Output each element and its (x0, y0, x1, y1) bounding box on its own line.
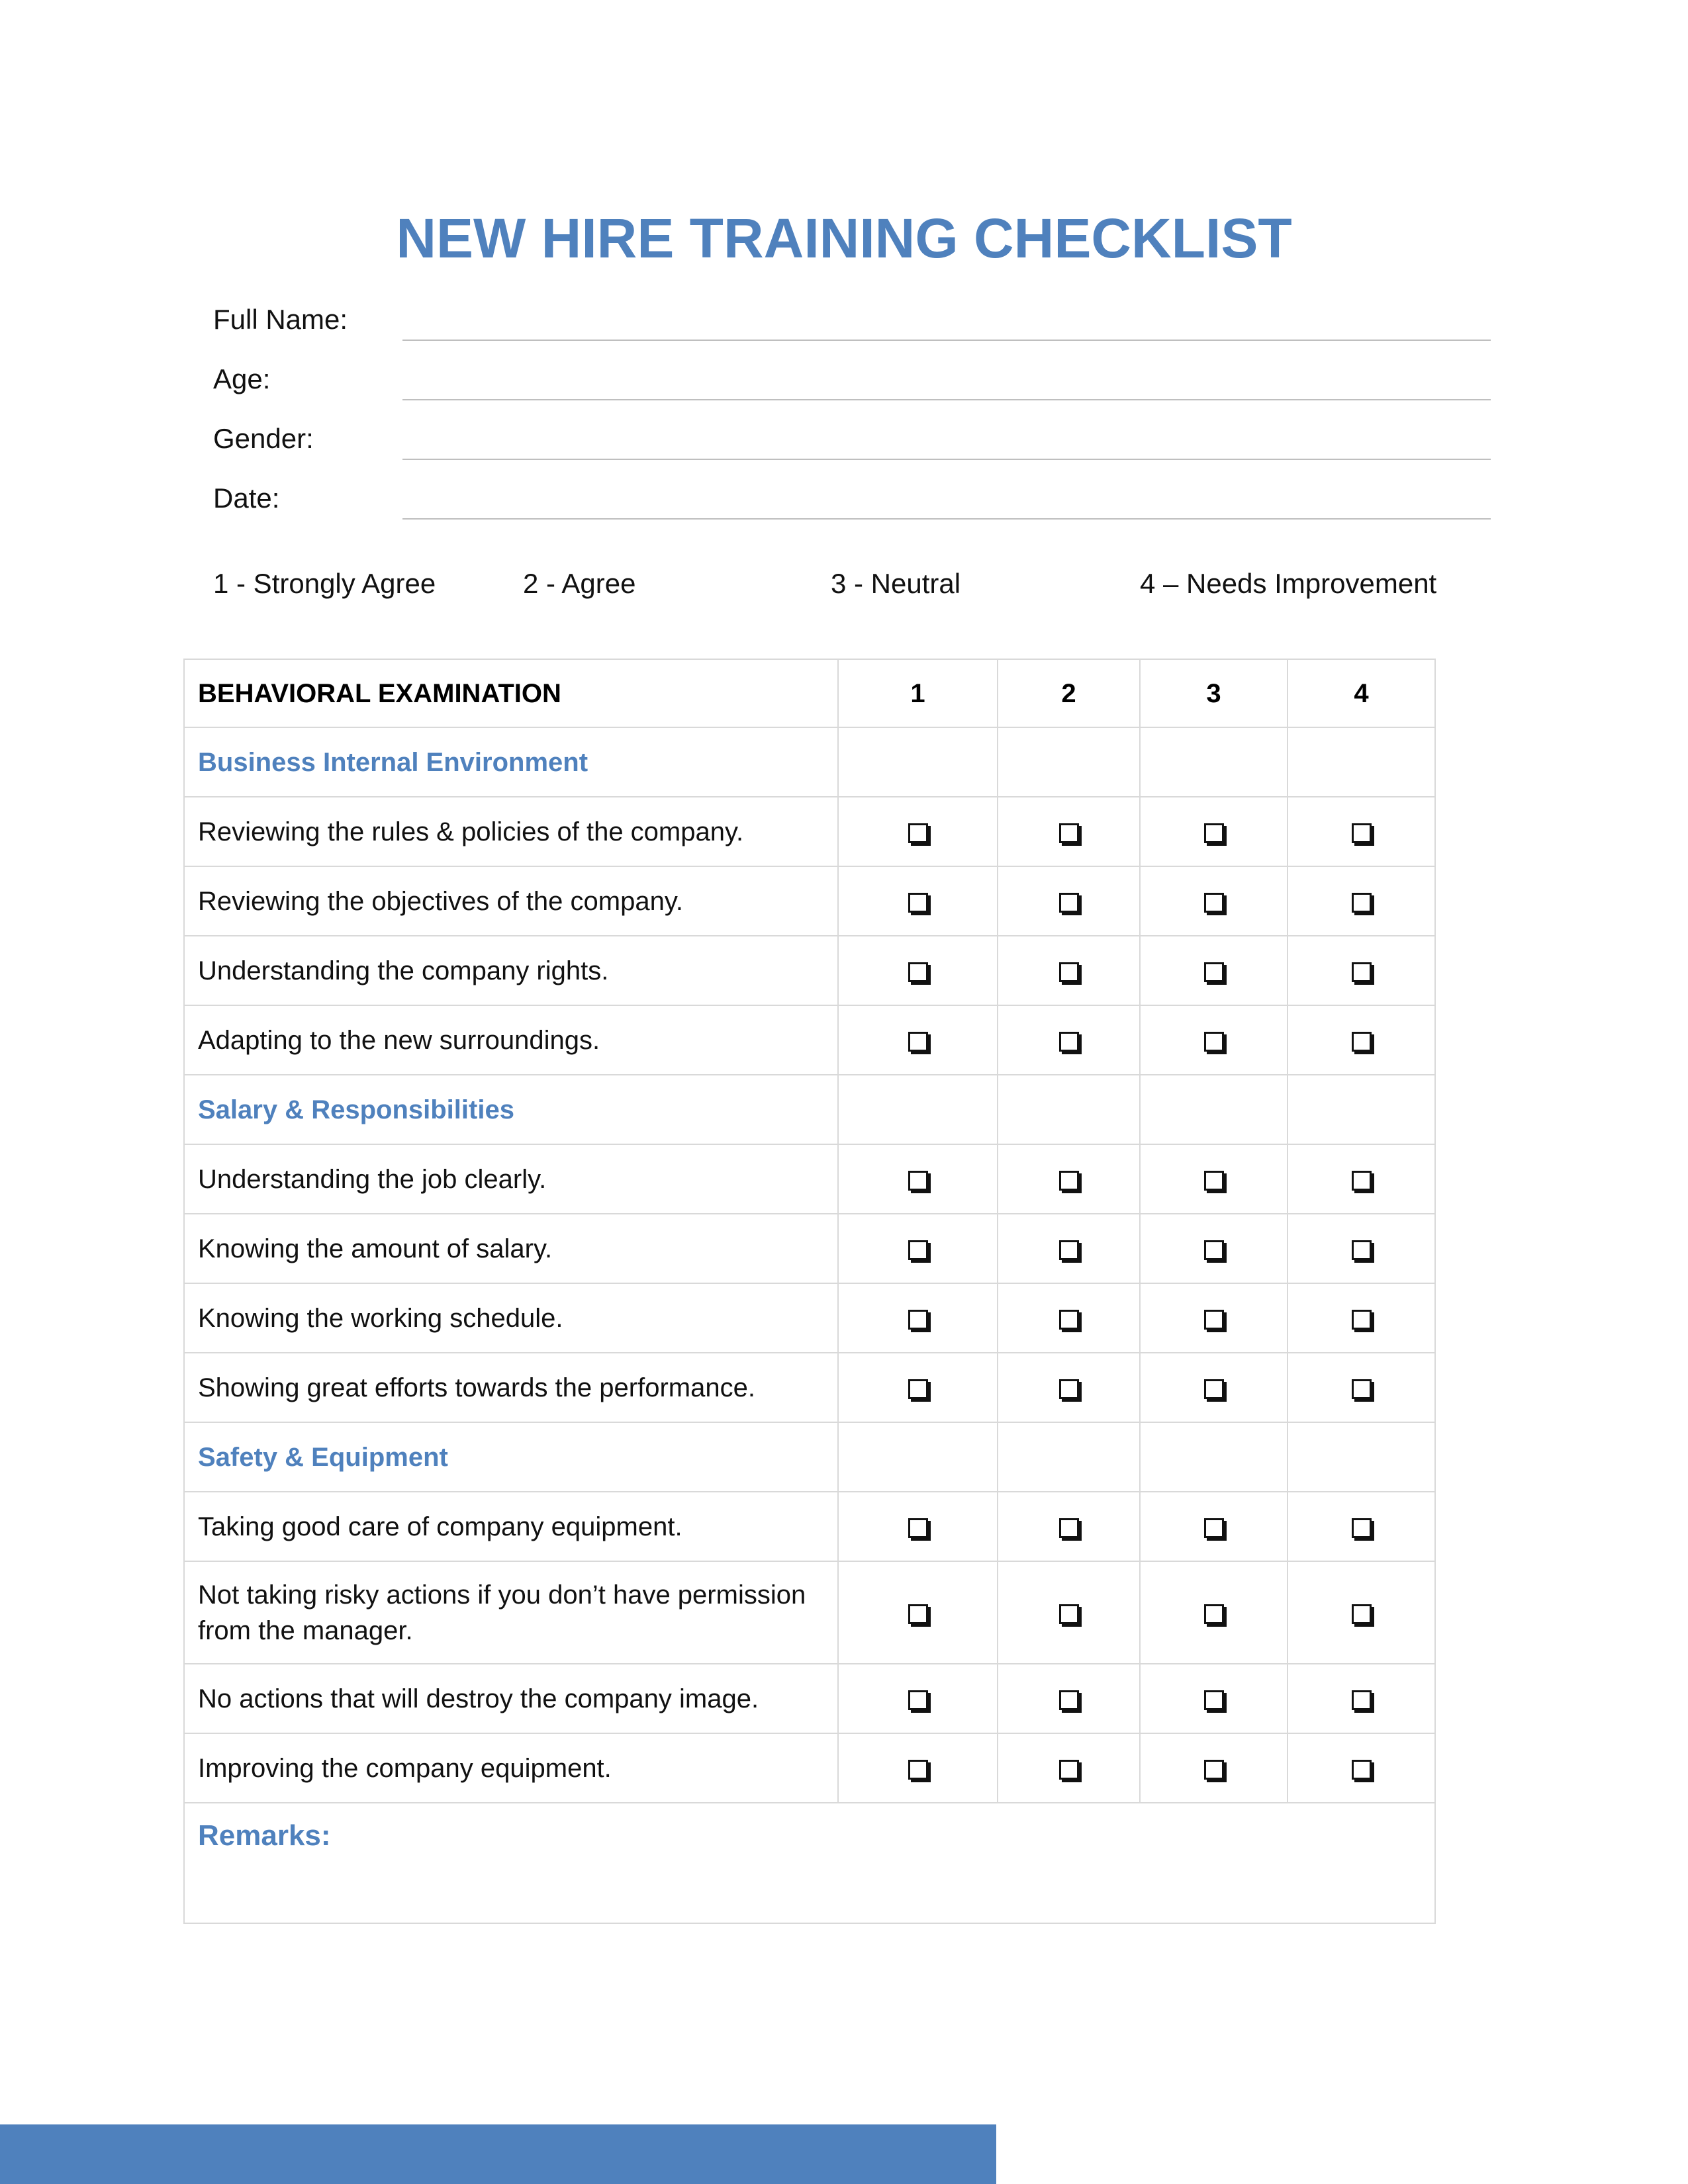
rating-cell-1 (838, 866, 998, 936)
rating-cell-4 (1288, 1214, 1435, 1283)
rating-cell-4 (1288, 936, 1435, 1005)
rating-cell-2 (998, 1144, 1140, 1214)
scale-legend-4: 4 – Needs Improvement (1140, 568, 1437, 599)
scale-legend-2: 2 - Agree (523, 568, 636, 599)
rating-cell-3 (1140, 1005, 1288, 1075)
item-label: No actions that will destroy the company image. (184, 1664, 838, 1733)
item-label: Understanding the company rights. (184, 936, 838, 1005)
rating-checkbox-4[interactable] (1352, 823, 1372, 843)
rating-cell-2 (998, 1561, 1140, 1664)
rating-cell-1 (838, 1005, 998, 1075)
item-label: Reviewing the objectives of the company. (184, 866, 838, 936)
rating-checkbox-2[interactable] (1059, 823, 1079, 843)
rating-cell-1 (838, 1492, 998, 1561)
rating-cell-3 (1140, 1353, 1288, 1422)
section-row (184, 727, 1435, 797)
full-name-label: Full Name: (213, 304, 348, 335)
rating-cell-4 (1288, 1492, 1435, 1561)
rating-cell-2 (998, 1492, 1140, 1561)
rating-checkbox-1[interactable] (908, 823, 928, 843)
rating-checkbox-4[interactable] (1352, 1604, 1372, 1624)
table-row (184, 1144, 1435, 1214)
rating-checkbox-2[interactable] (1059, 1604, 1079, 1624)
section-heading: Safety & Equipment (184, 1422, 838, 1492)
rating-checkbox-1[interactable] (908, 1379, 928, 1399)
full-name-input-line[interactable] (402, 340, 1491, 341)
rating-cell-1 (838, 797, 998, 866)
item-label: Understanding the job clearly. (184, 1144, 838, 1214)
rating-checkbox-4[interactable] (1352, 1760, 1372, 1780)
rating-checkbox-3[interactable] (1204, 893, 1224, 913)
age-label: Age: (213, 363, 271, 394)
rating-cell-3 (1140, 866, 1288, 936)
rating-cell-4 (1288, 797, 1435, 866)
remarks-field[interactable] (184, 1803, 1435, 1923)
rating-checkbox-2[interactable] (1059, 1240, 1079, 1260)
rating-checkbox-2[interactable] (1059, 1171, 1079, 1191)
rating-checkbox-4[interactable] (1352, 1171, 1372, 1191)
rating-cell-2 (998, 1283, 1140, 1353)
gender-field[interactable] (213, 407, 1491, 460)
rating-cell-3 (1140, 936, 1288, 1005)
rating-checkbox-3[interactable] (1204, 962, 1224, 982)
rating-cell-3 (1140, 1733, 1288, 1803)
age-field[interactable] (213, 347, 1491, 400)
section-row (184, 1422, 1435, 1492)
table-row (184, 1664, 1435, 1733)
rating-cell-2 (998, 797, 1140, 866)
rating-cell-4 (1288, 1561, 1435, 1664)
header-col-3: 3 (1140, 659, 1288, 727)
table-row (184, 1005, 1435, 1075)
rating-checkbox-2[interactable] (1059, 1518, 1079, 1538)
scale-legend-3: 3 - Neutral (831, 568, 961, 599)
rating-cell-2 (998, 1664, 1140, 1733)
item-label: Adapting to the new surroundings. (184, 1005, 838, 1075)
rating-cell-2 (998, 1214, 1140, 1283)
empty-cell (998, 727, 1140, 797)
full-name-field[interactable] (213, 288, 1491, 341)
header-col-1: 1 (838, 659, 998, 727)
rating-checkbox-3[interactable] (1204, 1690, 1224, 1710)
table-row (184, 866, 1435, 936)
rating-cell-2 (998, 866, 1140, 936)
header-col-4: 4 (1288, 659, 1435, 727)
scale-legend-1: 1 - Strongly Agree (213, 568, 436, 599)
rating-cell-3 (1140, 1144, 1288, 1214)
rating-checkbox-3[interactable] (1204, 1760, 1224, 1780)
rating-checkbox-1[interactable] (908, 1604, 928, 1624)
rating-checkbox-3[interactable] (1204, 1032, 1224, 1052)
remarks-row (184, 1803, 1435, 1923)
table-row (184, 1214, 1435, 1283)
table-row (184, 1492, 1435, 1561)
rating-checkbox-4[interactable] (1352, 1518, 1372, 1538)
rating-checkbox-1[interactable] (908, 893, 928, 913)
date-input-line[interactable] (402, 518, 1491, 520)
rating-checkbox-4[interactable] (1352, 1240, 1372, 1260)
rating-checkbox-1[interactable] (908, 1240, 928, 1260)
rating-checkbox-1[interactable] (908, 1518, 928, 1538)
rating-checkbox-3[interactable] (1204, 1604, 1224, 1624)
rating-checkbox-2[interactable] (1059, 1310, 1079, 1330)
table-row (184, 1353, 1435, 1422)
gender-label: Gender: (213, 423, 314, 454)
table-header-row (184, 659, 1435, 727)
empty-cell (1140, 1075, 1288, 1144)
rating-checkbox-2[interactable] (1059, 893, 1079, 913)
section-heading: Salary & Responsibilities (184, 1075, 838, 1144)
rating-checkbox-3[interactable] (1204, 1379, 1224, 1399)
rating-cell-3 (1140, 1283, 1288, 1353)
section-heading: Business Internal Environment (184, 727, 838, 797)
rating-checkbox-4[interactable] (1352, 1379, 1372, 1399)
rating-checkbox-1[interactable] (908, 1171, 928, 1191)
date-field[interactable] (213, 467, 1491, 520)
rating-checkbox-4[interactable] (1352, 1032, 1372, 1052)
rating-cell-3 (1140, 1664, 1288, 1733)
empty-cell (838, 1075, 998, 1144)
empty-cell (1288, 727, 1435, 797)
checklist-table (183, 659, 1436, 1924)
rating-cell-1 (838, 1214, 998, 1283)
empty-cell (1140, 727, 1288, 797)
rating-cell-2 (998, 1353, 1140, 1422)
rating-checkbox-2[interactable] (1059, 1690, 1079, 1710)
rating-cell-1 (838, 1353, 998, 1422)
item-label: Taking good care of company equipment. (184, 1492, 838, 1561)
section-row (184, 1075, 1435, 1144)
rating-cell-4 (1288, 1005, 1435, 1075)
empty-cell (1288, 1075, 1435, 1144)
empty-cell (838, 727, 998, 797)
item-label: Improving the company equipment. (184, 1733, 838, 1803)
item-label: Reviewing the rules & policies of the company. (184, 797, 838, 866)
rating-checkbox-1[interactable] (908, 962, 928, 982)
rating-cell-4 (1288, 1144, 1435, 1214)
rating-cell-1 (838, 1283, 998, 1353)
table-row (184, 797, 1435, 866)
empty-cell (998, 1422, 1140, 1492)
date-label: Date: (213, 482, 280, 514)
empty-cell (838, 1422, 998, 1492)
rating-checkbox-4[interactable] (1352, 1310, 1372, 1330)
rating-cell-1 (838, 1144, 998, 1214)
rating-cell-4 (1288, 1283, 1435, 1353)
rating-cell-4 (1288, 1353, 1435, 1422)
rating-cell-1 (838, 936, 998, 1005)
footer-bar (0, 2124, 996, 2184)
rating-cell-1 (838, 1664, 998, 1733)
header-col-2: 2 (998, 659, 1140, 727)
rating-checkbox-3[interactable] (1204, 1171, 1224, 1191)
page-title: NEW HIRE TRAINING CHECKLIST (396, 207, 1292, 269)
rating-checkbox-3[interactable] (1204, 1310, 1224, 1330)
rating-checkbox-4[interactable] (1352, 962, 1372, 982)
rating-cell-1 (838, 1733, 998, 1803)
item-label: Showing great efforts towards the performance. (184, 1353, 838, 1422)
empty-cell (1140, 1422, 1288, 1492)
rating-cell-2 (998, 1005, 1140, 1075)
rating-checkbox-2[interactable] (1059, 1760, 1079, 1780)
item-label: Knowing the working schedule. (184, 1283, 838, 1353)
item-label: Knowing the amount of salary. (184, 1214, 838, 1283)
age-input-line[interactable] (402, 399, 1491, 400)
item-label: Not taking risky actions if you don’t have permission from the manager. (184, 1561, 838, 1664)
rating-cell-3 (1140, 1492, 1288, 1561)
rating-checkbox-1[interactable] (908, 1032, 928, 1052)
rating-checkbox-1[interactable] (908, 1310, 928, 1330)
table-row (184, 1561, 1435, 1664)
rating-checkbox-3[interactable] (1204, 823, 1224, 843)
rating-cell-4 (1288, 866, 1435, 936)
rating-cell-2 (998, 1733, 1140, 1803)
rating-cell-3 (1140, 1214, 1288, 1283)
rating-checkbox-1[interactable] (908, 1760, 928, 1780)
remarks-label: Remarks: (198, 1819, 331, 1852)
rating-checkbox-4[interactable] (1352, 893, 1372, 913)
empty-cell (998, 1075, 1140, 1144)
table-row (184, 1733, 1435, 1803)
rating-checkbox-1[interactable] (908, 1690, 928, 1710)
empty-cell (1288, 1422, 1435, 1492)
rating-checkbox-2[interactable] (1059, 962, 1079, 982)
rating-cell-4 (1288, 1664, 1435, 1733)
rating-checkbox-4[interactable] (1352, 1690, 1372, 1710)
rating-checkbox-3[interactable] (1204, 1240, 1224, 1260)
rating-cell-4 (1288, 1733, 1435, 1803)
gender-input-line[interactable] (402, 459, 1491, 460)
rating-checkbox-2[interactable] (1059, 1032, 1079, 1052)
rating-cell-3 (1140, 1561, 1288, 1664)
rating-cell-3 (1140, 797, 1288, 866)
table-row (184, 936, 1435, 1005)
rating-checkbox-3[interactable] (1204, 1518, 1224, 1538)
table-row (184, 1283, 1435, 1353)
header-behavioral-examination: BEHAVIORAL EXAMINATION (184, 659, 838, 727)
rating-cell-1 (838, 1561, 998, 1664)
rating-cell-2 (998, 936, 1140, 1005)
rating-checkbox-2[interactable] (1059, 1379, 1079, 1399)
